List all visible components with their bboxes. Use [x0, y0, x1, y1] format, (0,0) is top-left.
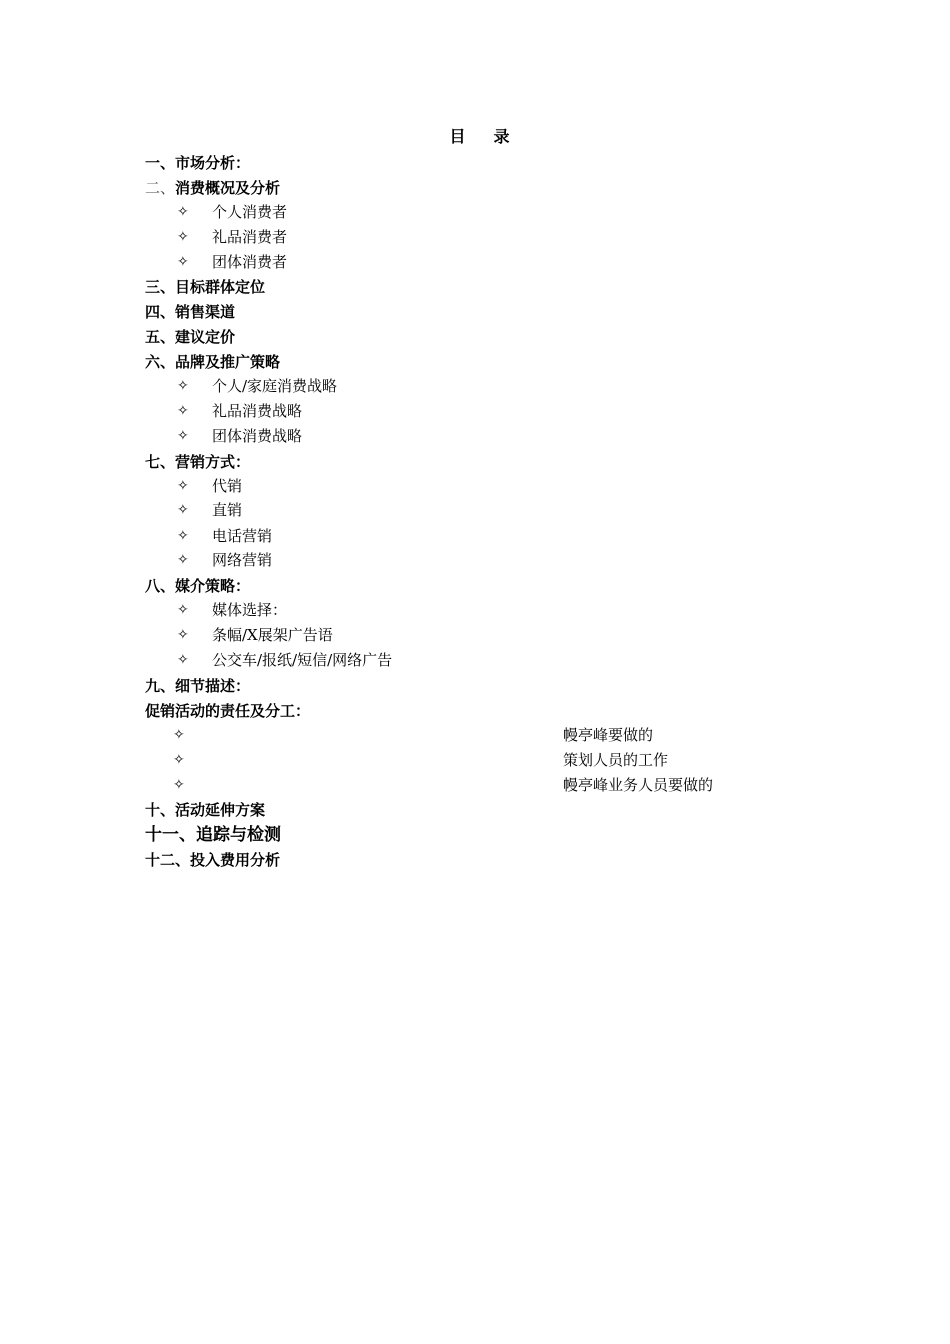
toc-item-label: 条幅/X展架广告语 — [212, 626, 333, 644]
diamond-bullet-icon: ✧ — [177, 502, 189, 518]
toc-section-8: 八、媒介策略： — [145, 577, 251, 595]
toc-section-5: 五、建议定价 — [145, 328, 236, 346]
diamond-bullet-icon: ✧ — [177, 204, 189, 220]
toc-item — [0, 525, 950, 547]
toc-section-3: 三、目标群体定位 — [145, 278, 266, 296]
toc-item — [0, 201, 950, 223]
toc-section-2-number: 二、 — [145, 179, 176, 197]
toc-item-label: 幔亭峰要做的 — [563, 726, 654, 744]
toc-item-label: 礼品消费战略 — [212, 402, 303, 420]
diamond-bullet-icon: ✧ — [177, 428, 189, 444]
toc-item-label: 礼品消费者 — [212, 228, 288, 246]
toc-section-1: 一、市场分析： — [145, 154, 251, 172]
toc-section-4: 四、销售渠道 — [145, 303, 236, 321]
toc-item-label: 团体消费战略 — [212, 427, 303, 445]
toc-item — [0, 499, 950, 521]
toc-item-label: 电话营销 — [212, 527, 273, 545]
toc-item — [0, 226, 950, 248]
toc-section-2 — [145, 177, 280, 199]
toc-item-label: 策划人员的工作 — [563, 751, 669, 769]
diamond-bullet-icon: ✧ — [177, 602, 189, 618]
toc-section-9: 九、细节描述： — [145, 677, 251, 695]
toc-item — [0, 724, 950, 746]
toc-item — [0, 475, 950, 497]
toc-item — [0, 649, 950, 671]
toc-promo-heading: 促销活动的责任及分工： — [145, 702, 311, 720]
diamond-bullet-icon: ✧ — [177, 403, 189, 419]
toc-section-2-label: 消费概况及分析 — [175, 179, 281, 197]
toc-item — [0, 774, 950, 796]
toc-item — [0, 400, 950, 422]
toc-section-10: 十、活动延伸方案 — [145, 801, 266, 819]
toc-section-11: 十一、追踪与检测 — [145, 825, 281, 845]
toc-item — [0, 624, 950, 646]
diamond-bullet-icon: ✧ — [177, 652, 189, 668]
toc-item — [0, 599, 950, 621]
toc-item — [0, 251, 950, 273]
toc-item-label: 团体消费者 — [212, 253, 288, 271]
diamond-bullet-icon: ✧ — [173, 752, 185, 768]
diamond-bullet-icon: ✧ — [177, 627, 189, 643]
toc-section-6: 六、品牌及推广策略 — [145, 353, 281, 371]
diamond-bullet-icon: ✧ — [177, 552, 189, 568]
toc-item-label: 公交车/报纸/短信/网络广告 — [212, 651, 393, 669]
diamond-bullet-icon: ✧ — [177, 254, 189, 270]
toc-item-label: 个人消费者 — [212, 203, 288, 221]
diamond-bullet-icon: ✧ — [177, 478, 189, 494]
diamond-bullet-icon: ✧ — [173, 727, 185, 743]
diamond-bullet-icon: ✧ — [177, 528, 189, 544]
toc-item-label: 媒体选择： — [212, 601, 288, 619]
toc-item-label: 幔亭峰业务人员要做的 — [563, 776, 714, 794]
toc-item — [0, 749, 950, 771]
toc-item — [0, 549, 950, 571]
diamond-bullet-icon: ✧ — [177, 378, 189, 394]
toc-item — [0, 425, 950, 447]
toc-item-label: 直销 — [212, 501, 243, 519]
toc-item — [0, 375, 950, 397]
toc-item-label: 网络营销 — [212, 551, 273, 569]
toc-title: 目 录 — [449, 127, 516, 146]
toc-section-12: 十二、投入费用分析 — [145, 851, 281, 869]
diamond-bullet-icon: ✧ — [177, 229, 189, 245]
toc-section-7: 七、营销方式： — [145, 453, 251, 471]
diamond-bullet-icon: ✧ — [173, 777, 185, 793]
toc-item-label: 代销 — [212, 477, 243, 495]
toc-item-label: 个人/家庭消费战略 — [212, 377, 338, 395]
